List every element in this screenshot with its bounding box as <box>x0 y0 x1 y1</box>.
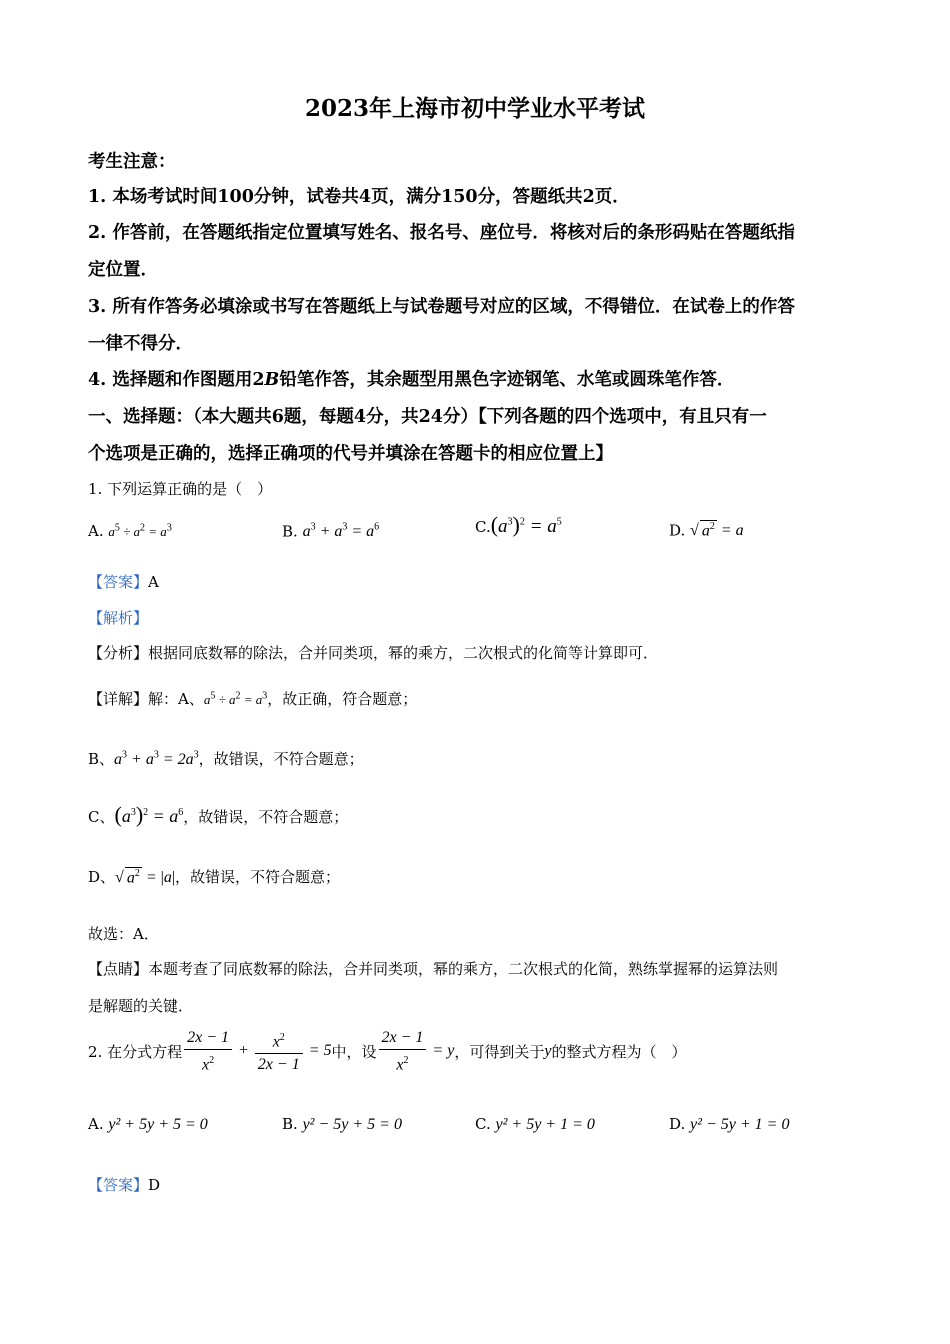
notice-heading: 考生注意： <box>88 152 176 172</box>
q2-stem-pre: 2. 在分式方程 <box>88 1043 183 1062</box>
q2-option-a <box>88 1115 208 1134</box>
q2-stem-mid: 中，设 <box>331 1043 377 1062</box>
notice-item-3-line1: 3. 所有作答务必填涂或书写在答题纸上与试卷题号对应的区域，不得错位．在试卷上的作答 <box>88 297 795 317</box>
q1-option-a-label: A. <box>88 522 104 540</box>
q2-answer <box>88 1174 160 1195</box>
q1-detail-a-expr: $a^5 \div a^2 = a^3$ <box>203 690 268 707</box>
q2-option-d <box>669 1115 789 1134</box>
q1-detail-a-tail: ，故正确，符合题意； <box>267 690 418 708</box>
q1-option-d-label: D. <box>669 521 686 540</box>
q1-detail-d-tail: ，故错误，不符合题意； <box>175 868 341 886</box>
q1-option-b <box>282 522 379 541</box>
q1-detail-c-expr: $(a^3)^2 = a^6$ <box>114 802 184 827</box>
notice-item-4 <box>88 366 734 391</box>
notice-item-4-pre: 4. 选择题和作图题用2 <box>88 370 265 390</box>
q1-detail-lead: 【详解】解：A、 <box>88 690 204 708</box>
q1-option-c-expr: $(a^3)^2 = a^5$ <box>490 512 562 537</box>
q2-option-c <box>475 1115 595 1134</box>
q1-dianjing-line2: 是解题的关键． <box>88 997 194 1015</box>
q2-stem-post-a: ，可得到关于 <box>454 1043 545 1062</box>
notice-item-4-post: 铅笔作答，其余题型用黑色字迹钢笔、水笔或圆珠笔作答． <box>279 370 735 390</box>
q1-detail-c-tail: ，故错误，不符合题意； <box>183 808 349 826</box>
notice-item-2-line1: 2. 作答前，在答题纸指定位置填写姓名、报名号、座位号．将核对后的条形码贴在答题纸指 <box>88 223 795 243</box>
q1-fenxi: 【分析】根据同底数幂的除法，合并同类项，幂的乘方，二次根式的化简等计算即可． <box>88 644 659 662</box>
q2-equation: $\frac{2x - 1}{x^2}$ + $\frac{x^2}{2x - 1}$ = 5 <box>182 1042 331 1059</box>
q1-option-d <box>669 520 744 540</box>
q1-answer-value: A <box>148 573 159 591</box>
q2-option-a-label: A. <box>88 1115 104 1133</box>
q1-answer-tag: 【答案】 <box>88 573 149 591</box>
q1-option-b-expr: $a^3 + a^3 = a^6$ <box>302 522 380 541</box>
q1-detail-d <box>88 866 340 887</box>
q1-option-c-label: C. <box>475 518 491 536</box>
q1-detail-d-expr: √ $a^2 = |a|$ <box>115 867 176 886</box>
notice-item-4-pencil: B <box>264 370 280 390</box>
section1-line2: 个选项是正确的，选择正确项的代号并填涂在答题卡的相应位置上】 <box>88 444 613 464</box>
q2-stem <box>88 1027 686 1076</box>
q1-detail-b-tail: ，故错误，不符合题意； <box>198 750 364 768</box>
q1-option-a <box>88 522 172 540</box>
q2-option-b-eq: y² − 5y + 5 = 0 <box>302 1116 402 1133</box>
q1-detail-b-expr: $a^3 + a^3 = 2a^3$ <box>114 749 199 768</box>
q1-option-b-label: B. <box>282 522 298 541</box>
q2-option-c-label: C. <box>475 1115 491 1133</box>
q2-option-d-eq: y² − 5y + 1 = 0 <box>690 1116 790 1133</box>
q1-option-c <box>475 512 562 538</box>
q1-stem: 1. 下列运算正确的是（ ） <box>88 480 273 498</box>
q1-option-a-expr: $a^5 \div a^2 = a^3$ <box>108 522 172 539</box>
q1-dianjing-line1: 【点睛】本题考查了同底数幂的除法，合并同类项，幂的乘方，二次根式的化简，熟练掌握幂的运算法则 <box>88 960 779 978</box>
q2-option-b <box>282 1115 402 1134</box>
q2-option-d-label: D. <box>669 1115 686 1133</box>
q2-stem-post-b: 的整式方程为（ ） <box>551 1043 687 1062</box>
q2-substitution: $\frac{2x - 1}{x^2}$ = y <box>377 1042 455 1059</box>
section1-line1: 一、选择题：（本大题共6题，每题4分，共24分）【下列各题的四个选项中，有且只有一 <box>88 407 767 427</box>
q1-detail-c-lead: C、 <box>88 808 115 826</box>
q1-detail-d-lead: D、 <box>88 868 116 886</box>
q1-option-d-expr: √ $a^2 = a$ <box>690 521 744 540</box>
q2-answer-tag: 【答案】 <box>88 1176 149 1194</box>
q2-option-c-eq: y² + 5y + 1 = 0 <box>495 1116 595 1133</box>
q2-answer-value: D <box>148 1176 161 1194</box>
q1-detail-c <box>88 802 348 828</box>
notice-item-2-line2: 定位置． <box>88 260 158 280</box>
q2-stem-var: y <box>544 1042 552 1060</box>
q1-detail-b-lead: B、 <box>88 750 115 768</box>
q1-answer <box>88 571 159 592</box>
q1-jiexi-tag: 【解析】 <box>88 609 149 627</box>
page-title: 2023年上海市初中学业水平考试 <box>304 95 645 122</box>
q1-detail-b <box>88 748 364 769</box>
notice-item-3-line2: 一律不得分． <box>88 334 193 354</box>
q2-option-b-label: B. <box>282 1115 298 1133</box>
q1-detail-a <box>88 688 417 709</box>
q2-option-a-eq: y² + 5y + 5 = 0 <box>108 1116 208 1133</box>
q1-choose: 故选：A． <box>88 925 159 943</box>
notice-item-1: 1. 本场考试时间100分钟，试卷共4页，满分150分，答题纸共2页． <box>88 187 630 207</box>
